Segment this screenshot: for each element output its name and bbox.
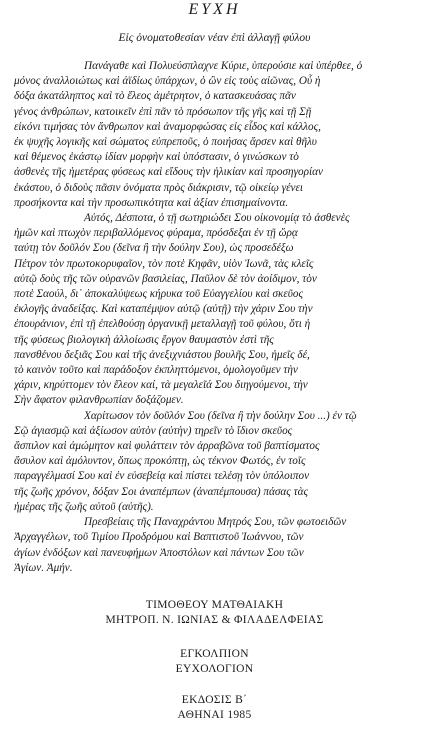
page-subtitle: Εἰς ὀνοματοθεσίαν νέαν ἐπὶ ἀλλαγῇ φύλου [118,32,311,44]
edition-line: ΕΚΔΟΣΙΣ Β΄ [181,693,248,706]
publication-place-year: ΑΘΗΝΑΙ 1985 [177,708,252,721]
prayer-line: μόνος ἀναλλοιώτως καὶ ἀϊδίως ὑπάρχων, ὁ ὢν εἰς τοὺς αἰῶνας, Οὗ ἡ [14,75,321,88]
prayer-line: Χαρίτωσον τὸν δοῦλόν Σου (δεῖνα ἢ τὴν δούλην Σου ...) ἐν τῷ [84,409,357,422]
author-name: ΤΙΜΟΘΕΟΥ ΜΑΤΘΑΙΑΚΗ [145,598,284,611]
prayer-line: ἁγίων ἐνδόξων καὶ πανευφήμων Ἀποστόλων καὶ πάντων Σου τῶν [14,546,304,559]
edition-info [14,693,415,723]
book-title-line-2: ΕΥΧΟΛΟΓΙΟΝ [175,662,254,675]
prayer-paragraph [14,409,415,515]
prayer-line: χάριν, κηρύττομεν τὸν ἔλεον καί, τὰ μεγαλεῖά Σου διηγούμενοι, τὴν [14,379,308,392]
prayer-line: Πρεσβείαις τῆς Παναχράντου Μητρός Σου, τῶν φωτοειδῶν [84,516,347,529]
author-signature [14,598,415,628]
prayer-line: ἑκάστου, ὁ διδοὺς πᾶσιν ὀνόματα πρὸς διάκρισιν, τῷ οἰκείῳ γένει [14,181,304,194]
prayer-line: ἡμέρας τῆς ζωῆς αὐτοῦ (αὐτῆς). [14,500,154,513]
prayer-line: Πέτρον τὸν πρωτοκορυφαῖον, τὸν ποτὲ Κηφᾶν, υἱὸν Ἰωνᾶ, τὰς κλεῖς [14,257,314,270]
prayer-line: ποτὲ Σαούλ, δι᾿ ἀποκαλύψεως κήρυκα τοῦ Εὐαγγελίου καὶ σκεῦος [14,288,304,301]
prayer-line: Ἀρχαγγέλων, τοῦ Τιμίου Προδρόμου καὶ Βαπτιστοῦ Ἰωάννου, τῶν [14,531,304,544]
prayer-line: τῆς ζωῆς χρόνον, δόξαν Σοι ἀναπέμπων (ἀναπέμπουσα) πάσας τὰς [14,485,308,498]
prayer-line: παραγγέλμασί Σου καὶ ἐν εὐσεβείᾳ καὶ πίστει τελέσῃ τὸν ὑπόλοιπον [14,470,310,483]
prayer-line: ἄσπιλον καὶ ἀμώμητον καὶ φυλάττειν τὸν ἀρραβῶνα τοῦ βαπτίσματος [14,440,320,453]
prayer-line: ἄσυλον καὶ ἀμόλυντον, ὅπως προκόπτῃ, ὡς τέκνον Φωτός, ἐν τοῖς [14,455,306,468]
prayer-line: προσήκοντα καὶ τὴν προσωπικότητα καὶ ἀξίαν ἐπισημαίνοντα. [14,196,289,209]
prayer-paragraph [14,515,415,576]
prayer-line: ἐκλογῆς ἀναδείξας. Καὶ καταπέμψον αὐτῷ (αὐτῇ) τὴν χάριν Σου τὴν [14,303,313,316]
book-title [14,647,415,677]
prayer-line: ἐπουράνιον, ἐπὶ τῇ ἐπελθούσῃ ὀργανικῇ μεταλλαγῇ τοῦ φύλου, ὅτι ἡ [14,318,311,331]
prayer-line: καὶ θέμενος ἑκάστῳ ἰδίαν μορφὴν καὶ ὑπόστασιν, ὁ γινώσκων τὸ [14,151,299,164]
prayer-line: δόξα ἀκατάληπτος καὶ τὸ ἔλεος ἀμέτρητον, ὁ κατασκευάσας πᾶν [14,90,296,103]
prayer-line: τὸ καινὸν τοῦτο καὶ παράδοξον ἐκπληττόμενοι, ὁμολογοῦμεν τὴν [14,364,298,377]
page-title: ΕΥΧΗ [188,1,241,18]
prayer-line: Πανάγαθε καὶ Πολυεύσπλαχνε Κύριε, ὑπερούσιε καὶ ὑπέρθεε, ὁ [84,60,363,72]
prayer-paragraph [14,211,415,409]
prayer-line: πανσθένου δεξιᾶς Σου καὶ τῆς ἀνεξιχνιάστου βουλῆς Σου, ἡμεῖς δέ, [14,348,310,361]
author-title: ΜΗΤΡΟΠ. Ν. ΙΩΝΙΑΣ & ΦΙΛΑΔΕΛΦΕΙΑΣ [105,613,324,626]
prayer-line: αὐτῷ δοὺς τῆς τῶν οὐρανῶν βασιλείας, Παῦλον δὲ τὸν ἀοίδιμον, τὸν [14,272,317,285]
prayer-paragraph [14,59,415,211]
prayer-line: Σῷ ἁγιασμῷ καὶ ἀξίωσον αὐτὸν (αὐτὴν) τηρεῖν τὸ ἴδιον σκεῦος [14,424,293,437]
prayer-line: Αὐτός, Δέσποτα, ὁ τῇ σωτηριώδει Σου οἰκονομίᾳ τὸ ἀσθενὲς [84,212,350,225]
book-title-line-1: ΕΓΚΟΛΠΙΟΝ [180,647,249,660]
prayer-line: Ἁγίων. Ἀμήν. [14,561,73,574]
prayer-line: τῆς φύσεως βιολογικὴ ἀλλοίωσις ἔργον θαυμαστὸν ἐστὶ τῆς [14,333,274,346]
prayer-line: ἡμῶν καὶ πτωχὸν περιβαλλόμενος φύραμα, πρόσδεξαι ἐν τῇ ὥρᾳ [14,227,298,240]
prayer-line: ἐκ ψυχῆς λογικῆς καὶ σώματος εὐπρεποῦς, ὁ ποιήσας ἄρσεν καὶ θῆλυ [14,136,317,149]
prayer-line: Σὴν ἄφατον φιλανθρωπίαν δοξάζομεν. [14,394,184,407]
prayer-line: εἰκόνι τιμήσας τὸν ἄνθρωπον καὶ ἀναμορφώσας εἰς εἶδος καὶ κάλλος, [14,120,321,133]
prayer-line: ταύτῃ τὸν δοῦλόν Σου (δεῖνα ἢ τὴν δούλην Σου), ὡς προσεδέξω [14,242,294,255]
prayer-line: ἀσθενὲς τῆς ἡμετέρας φύσεως καὶ εἴδους τὴν ἡλικίαν καὶ προσηγορίαν [14,166,323,179]
prayer-line: γένος ἀνθρώπων, κατοικεῖν ἐπὶ πᾶν τὸ πρόσωπον τῆς γῆς καὶ τῇ Σῇ [14,105,312,118]
prayer-body [14,59,415,576]
